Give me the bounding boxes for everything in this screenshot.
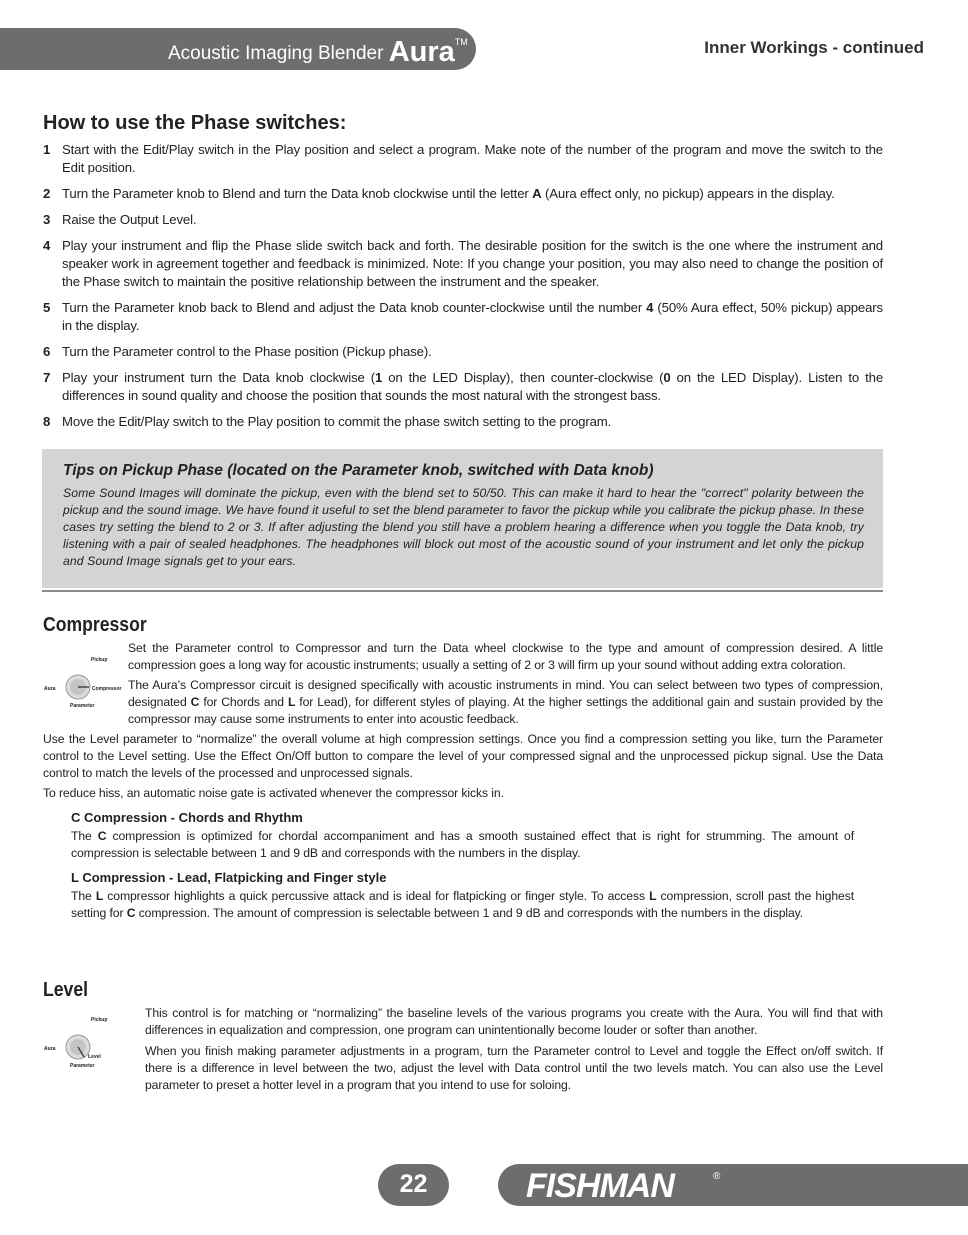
phase-heading: How to use the Phase switches:	[43, 112, 347, 134]
bold-code: L	[287, 695, 296, 709]
step-number: 3	[43, 212, 51, 227]
compressor-paragraph-3: Use the Level parameter to “normalize” the overall volume at high compression settings. Once you find a compression setting you like, turn the Parameter control to the Level setting. Use the Effect On/Off button to compare the level of your compressed signal and the unprocessed pickup signal. Use the Data control to match the levels of the processed and unprocessed signals.	[43, 732, 883, 780]
step-number: 1	[43, 142, 51, 157]
header-title	[168, 36, 468, 69]
step-1	[43, 141, 883, 177]
knob-label-compressor: Compressor	[92, 686, 122, 692]
knob-label-parameter: Parameter	[70, 703, 95, 709]
step-text: Raise the Output Level.	[62, 212, 197, 227]
step-number: 2	[43, 186, 51, 201]
knob-label-level: Level	[88, 1054, 101, 1060]
parameter-knob-compressor-icon	[44, 654, 122, 722]
bold-code: C	[97, 829, 107, 843]
tips-divider	[42, 590, 883, 592]
text-run: compressor highlights a quick percussive attack and is ideal for flatpicking or finger style. To access	[103, 889, 650, 903]
step-4	[43, 237, 883, 291]
registered-mark: ®	[713, 1171, 721, 1182]
l-compression-text	[71, 888, 854, 922]
compressor-paragraph-1: Set the Parameter control to Compressor and turn the Data wheel clockwise to the type and amount of compression desired. A little compression goes a long way for acoustic instruments; usually a setting of 2 or 3 will firm up your sound without adding extra coloration.	[128, 641, 883, 672]
fishman-logo: FISHMAN	[526, 1167, 674, 1205]
step-bold-value: A	[532, 186, 542, 201]
bold-code: C	[190, 695, 200, 709]
text-run: for Lead), for different styles of playing. At the higher settings the additional gain and sustain provided by the compressor may cause some instruments to enter into acoustic feedback.	[128, 695, 883, 726]
compressor-paragraph-4: To reduce hiss, an automatic noise gate is activated whenever the compressor kicks in.	[43, 786, 504, 800]
text-run: for Chords and	[199, 695, 288, 709]
tips-body: Some Sound Images will dominate the pickup, even with the blend set to 50/50. This can make it hard to hear the "correct" polarity between the pickup and the sound image. We have found it useful to set the blend parameter to favor the pickup while you calibrate the pickup phase. In these cases try setting the blend to 2 or 3. If after adjusting the blend you still have a problem hearing a difference when you toggle the Data knob, try listening with a pair of sealed headphones. The headphones will block out most of the acoustic sound of your instrument and let only the pickup and Sound Image signals get to your ears.	[63, 486, 864, 568]
level-heading: Level	[43, 979, 89, 1001]
step-text: (Aura effect only, no pickup) appears in the display.	[541, 186, 835, 201]
step-3	[43, 211, 883, 229]
level-paragraph-1: This control is for matching or “normalizing” the baseline levels of the various programs you create with the Aura. You will find that with differences in equalization and compression, one program can unintentionally become louder or softer than another.	[145, 1006, 883, 1037]
step-text: (50% Aura effect, 50% pickup) appears in the display.	[62, 300, 883, 333]
c-compression-text	[71, 828, 854, 862]
knob-label-pickup: Pickup	[91, 657, 108, 663]
page-number: 22	[399, 1170, 428, 1198]
step-text: on the LED Display), then counter-clockwise (	[382, 370, 664, 385]
trademark-mark: TM	[454, 37, 468, 47]
step-6	[43, 343, 883, 361]
step-2	[43, 185, 883, 203]
compressor-paragraph-2	[128, 677, 883, 728]
step-number: 7	[43, 370, 51, 385]
knob-label-pickup: Pickup	[91, 1017, 108, 1023]
text-run: compression. The amount of compression is selectable between 1 and 9 dB and corresponds with the numbers in the display.	[135, 906, 804, 920]
section-title: Inner Workings - continued	[704, 38, 924, 57]
step-7	[43, 369, 883, 405]
bold-code: C	[126, 906, 136, 920]
phase-steps-list	[43, 141, 883, 439]
text-run: compression, scroll past the highest setting for	[71, 889, 854, 920]
text-run: The	[71, 829, 98, 843]
text-run: compression is optimized for chordal accompaniment and has a smooth sustained effect that is right for strumming. The amount of compression is selectable between 1 and 9 dB and corresponds with the numbers in the display.	[71, 829, 854, 860]
knob-label-parameter: Parameter	[70, 1063, 95, 1069]
bold-code: L	[95, 889, 104, 903]
header-title-prefix: Acoustic Imaging Blender	[168, 43, 389, 64]
step-text: Start with the Edit/Play switch in the Play position and select a program. Make note of the number of the program and move the switch to the Edit position.	[62, 142, 883, 175]
step-text: Move the Edit/Play switch to the Play position to commit the phase switch setting to the program.	[62, 414, 612, 429]
step-bold-value: 1	[374, 370, 383, 385]
step-text: Turn the Parameter control to the Phase position (Pickup phase).	[62, 344, 432, 359]
text-run: The Aura’s Compressor circuit is designed specifically with acoustic instruments in mind. You can select between two types of compression, designated	[128, 678, 883, 709]
step-number: 5	[43, 300, 51, 315]
l-compression-heading: L Compression - Lead, Flatpicking and Finger style	[71, 870, 387, 885]
step-text: Turn the Parameter knob back to Blend and adjust the Data knob counter-clockwise until the number	[62, 300, 647, 315]
text-run: The	[71, 889, 96, 903]
step-number: 4	[43, 238, 51, 253]
c-compression-heading: C Compression - Chords and Rhythm	[71, 810, 303, 825]
step-8	[43, 413, 883, 431]
step-bold-value: 4	[646, 300, 654, 315]
bold-code: L	[649, 889, 657, 903]
parameter-knob-level-icon	[44, 1014, 112, 1082]
step-number: 8	[43, 414, 51, 429]
step-5	[43, 299, 883, 335]
tips-title: Tips on Pickup Phase (located on the Parameter knob, switched with Data knob)	[63, 462, 654, 479]
compressor-heading: Compressor	[43, 614, 147, 636]
step-text: Play your instrument and flip the Phase slide switch back and forth. The desirable position for the switch is the one where the instrument and speaker work in agreement together and feedback is minimized. Note: If you change your position, you may also need to change the position of the Phase switch to maintain the positive relationship between the instrument and the speaker.	[62, 238, 883, 289]
step-number: 6	[43, 344, 51, 359]
level-paragraph-2: When you finish making parameter adjustments in a program, turn the Parameter control to Level and toggle the Effect on/off switch. If there is a difference in level between the two, adjust the level with Data control until the two levels match. You can also use the Level parameter to preset a hotter level in a program that you intend to use for soloing.	[145, 1044, 883, 1092]
knob-label-aura: Aura	[44, 1046, 56, 1052]
header-title-product: Aura	[388, 36, 455, 68]
step-text: on the LED Display). Listen to the differences in sound quality and choose the position that sounds the most natural with the strongest bass.	[62, 370, 883, 403]
step-text: Turn the Parameter knob to Blend and turn the Data knob clockwise until the letter	[62, 186, 533, 201]
step-bold-value: 0	[663, 370, 671, 385]
step-text: Play your instrument turn the Data knob clockwise (	[62, 370, 375, 385]
knob-label-aura: Aura	[44, 686, 56, 692]
